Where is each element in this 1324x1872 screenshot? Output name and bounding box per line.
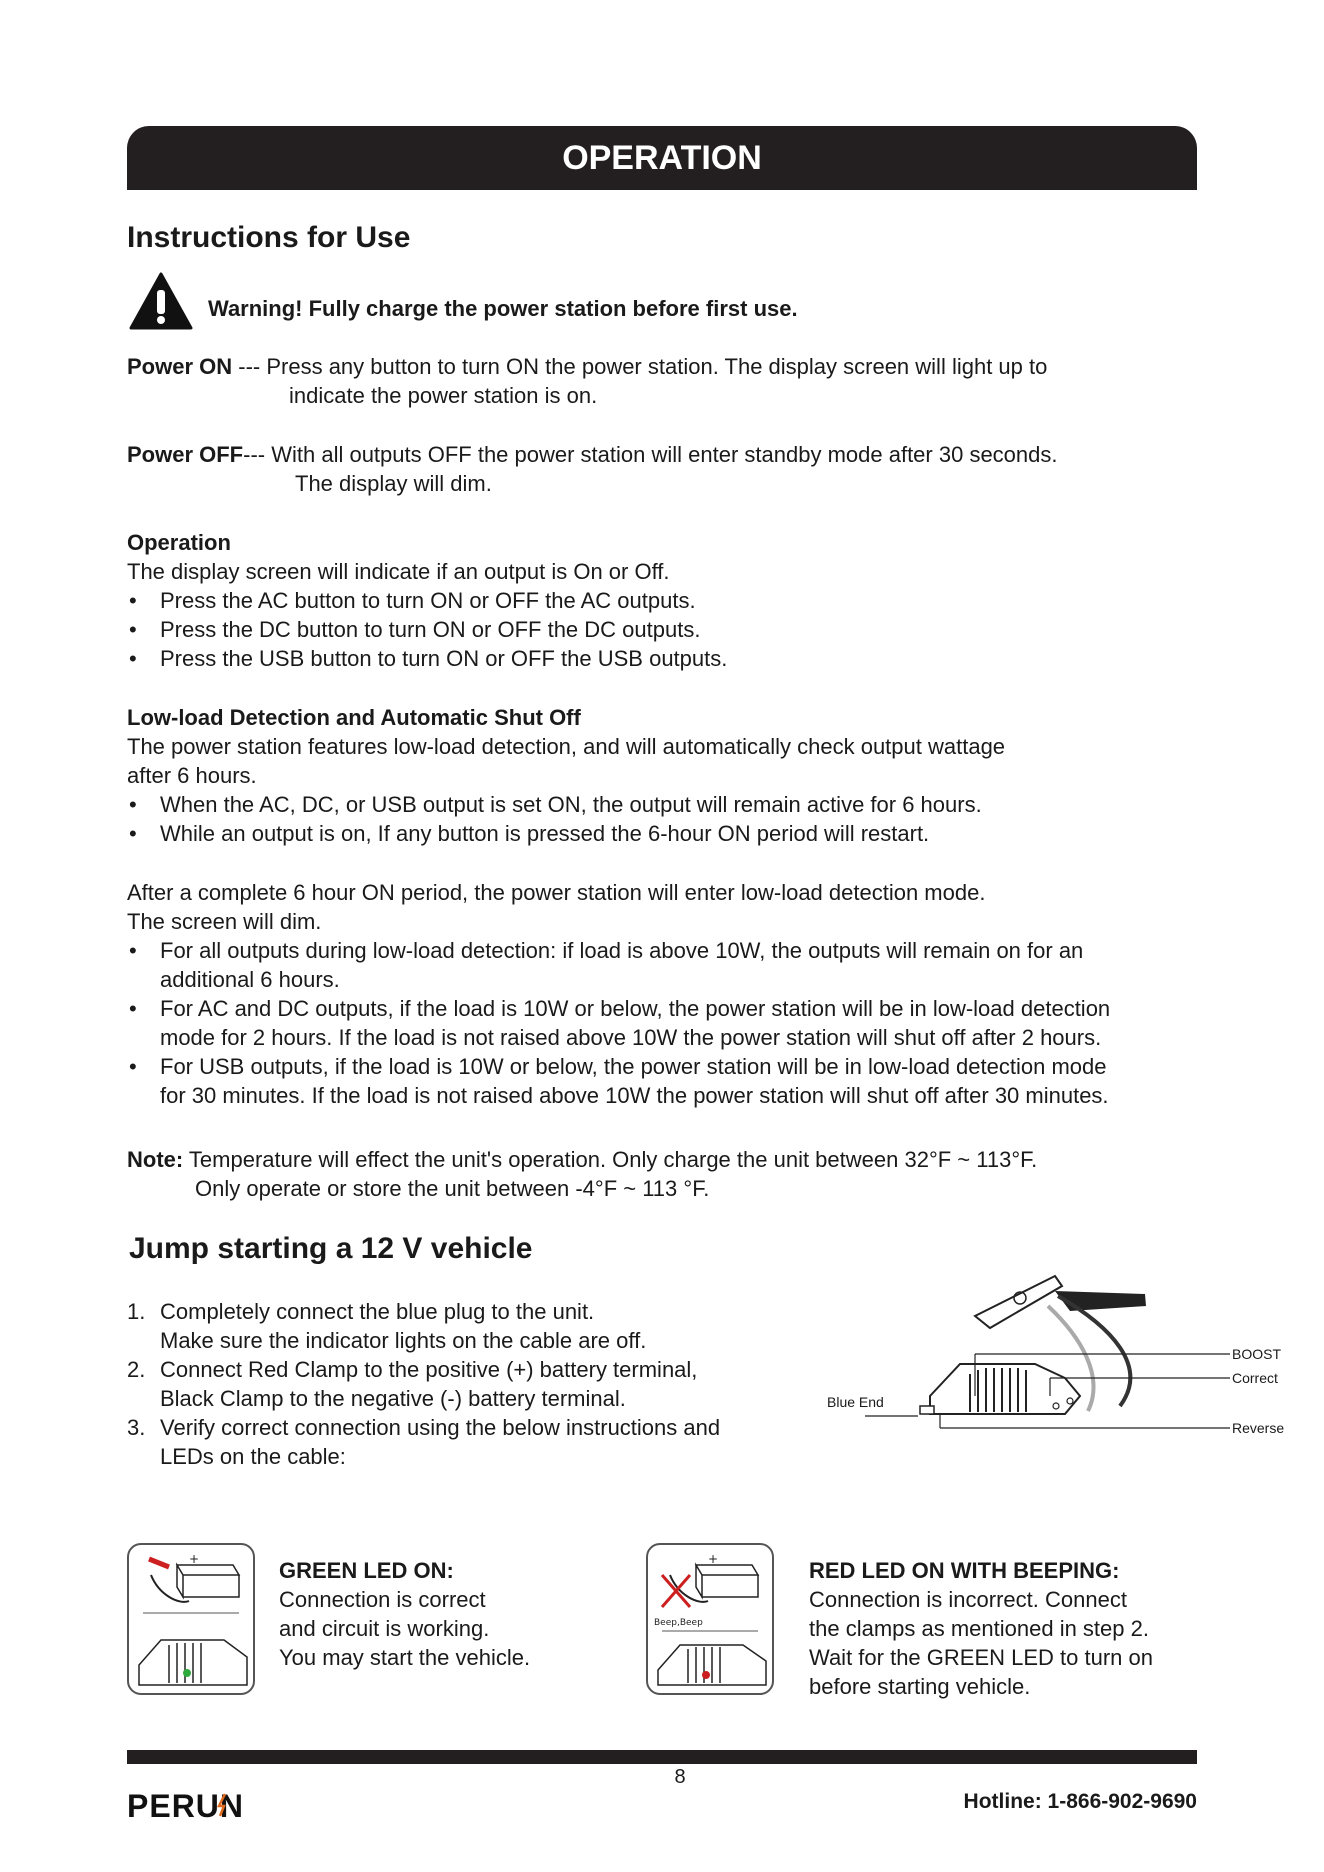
svg-text:+: + [189, 1552, 200, 1566]
power-off-label: Power OFF [127, 442, 244, 467]
correct-label: Correct [1232, 1370, 1278, 1386]
list-item-line: additional 6 hours. [160, 967, 340, 992]
step-line: Black Clamp to the negative (-) battery terminal. [160, 1386, 626, 1411]
power-off-text1: With all outputs OFF the power station will enter standby mode after 30 seconds. [271, 442, 1058, 467]
power-on-text1: Press any button to turn ON the power station. The display screen will light up to [266, 354, 1048, 379]
footer-divider [127, 1750, 1197, 1764]
list-item-line: For AC and DC outputs, if the load is 10W or below, the power station will be in low-load detection [160, 996, 1111, 1021]
green-led-line: You may start the vehicle. [279, 1645, 531, 1670]
power-on-line [127, 352, 1047, 381]
brand-name: PERUN [127, 1788, 245, 1822]
banner-title: OPERATION [562, 138, 762, 177]
red-led-line: the clamps as mentioned in step 2. [809, 1616, 1149, 1641]
operation-section [127, 528, 1257, 673]
jumper-cable-diagram [820, 1256, 1300, 1436]
power-on-label: Power ON [127, 354, 233, 379]
blue-end-label: Blue End [827, 1394, 884, 1410]
step-number: 3. [127, 1415, 146, 1440]
list-item [127, 994, 1257, 1052]
list-item-line: For USB outputs, if the load is 10W or below, the power station will be in low-load detection mode [160, 1054, 1107, 1079]
step-item [127, 1355, 720, 1413]
warning-text: Warning! Fully charge the power station before first use. [208, 296, 798, 321]
green-led-line: and circuit is working. [279, 1616, 490, 1641]
jump-heading: Jump starting a 12 V vehicle [129, 1232, 533, 1265]
green-led-title: GREEN LED ON: [279, 1558, 454, 1583]
green-led-thumbnail [127, 1543, 255, 1695]
list-item: • When the AC, DC, or USB output is set ON, the output will remain active for 6 hours. [127, 790, 1257, 819]
list-item: • Press the AC button to turn ON or OFF the AC outputs. [127, 586, 1257, 615]
red-led-thumbnail [646, 1543, 774, 1695]
reverse-label: Reverse [1232, 1420, 1285, 1436]
note-text1: Temperature will effect the unit's operation. Only charge the unit between 32°F ~ 113°F. [183, 1147, 1038, 1172]
hotline: Hotline: 1-866-902-9690 [963, 1790, 1197, 1813]
power-on-text2: indicate the power station is on. [289, 383, 598, 408]
note-text2: Only operate or store the unit between -4°F ~ 113 °F. [195, 1176, 710, 1201]
jumper-cable-illustration [820, 1256, 1300, 1436]
green-led-text [279, 1556, 530, 1672]
lowload-intro2: after 6 hours. [127, 763, 257, 788]
list-item-line: for 30 minutes. If the load is not raised above 10W the power station will shut off after 30 minutes. [160, 1083, 1109, 1108]
beep-label: Beep,Beep [654, 1618, 703, 1628]
green-led-line: Connection is correct [279, 1587, 486, 1612]
operation-list [127, 586, 1257, 673]
list-item-line: mode for 2 hours. If the load is not raised above 10W the power station will shut off after 2 hours. [160, 1025, 1102, 1050]
lowload-intro1: The power station features low-load detection, and will automatically check output wattage [127, 734, 1006, 759]
red-led-text [809, 1556, 1153, 1701]
lowload-list [127, 790, 1257, 848]
operation-intro: The display screen will indicate if an output is On or Off. [127, 559, 670, 584]
power-off-line [127, 440, 1058, 469]
lowload-after2: The screen will dim. [127, 909, 322, 934]
list-item: • While an output is on, If any button is pressed the 6-hour ON period will restart. [127, 819, 1257, 848]
red-led-line: before starting vehicle. [809, 1674, 1031, 1699]
operation-heading: Operation [127, 530, 231, 555]
step-item [127, 1297, 720, 1355]
note-line [127, 1145, 1037, 1174]
step-number: 2. [127, 1357, 146, 1382]
note-label: Note: [127, 1147, 184, 1172]
boost-label: BOOST [1232, 1346, 1282, 1362]
jump-steps [127, 1297, 720, 1471]
instructions-heading: Instructions for Use [127, 221, 411, 254]
red-led-title: RED LED ON WITH BEEPING: [809, 1558, 1120, 1583]
step-line: Make sure the indicator lights on the cable are off. [160, 1328, 647, 1353]
lowload-after-section [127, 878, 1257, 1110]
correct-connection-icon [129, 1545, 253, 1693]
section-banner [127, 126, 1197, 190]
step-line: Connect Red Clamp to the positive (+) battery terminal, [160, 1357, 698, 1382]
step-item [127, 1413, 720, 1471]
incorrect-connection-icon [648, 1545, 772, 1693]
list-item [127, 1052, 1257, 1110]
step-number: 1. [127, 1299, 146, 1324]
step-line: LEDs on the cable: [160, 1444, 346, 1469]
list-item [127, 936, 1257, 994]
lowload-section [127, 703, 1257, 848]
list-item-line: For all outputs during low-load detection: if load is above 10W, the outputs will remain on for an [160, 938, 1084, 963]
page-number: 8 [674, 1766, 686, 1788]
step-line: Verify correct connection using the below instructions and [160, 1415, 721, 1440]
step-line: Completely connect the blue plug to the unit. [160, 1299, 595, 1324]
warning-icon [129, 272, 193, 335]
svg-text:+: + [708, 1552, 719, 1566]
lowload-after1: After a complete 6 hour ON period, the power station will enter low-load detection mode. [127, 880, 986, 905]
lowload-heading: Low-load Detection and Automatic Shut Off [127, 705, 581, 730]
red-led-line: Wait for the GREEN LED to turn on [809, 1645, 1153, 1670]
power-off-text2: The display will dim. [295, 471, 492, 496]
lowload-list2 [127, 936, 1257, 1110]
power-off-sep: --- [243, 442, 272, 467]
red-led-line: Connection is incorrect. Connect [809, 1587, 1127, 1612]
power-on-sep: --- [232, 354, 267, 379]
brand-logo [127, 1788, 267, 1827]
list-item: • Press the USB button to turn ON or OFF the USB outputs. [127, 644, 1257, 673]
list-item: • Press the DC button to turn ON or OFF the DC outputs. [127, 615, 1257, 644]
